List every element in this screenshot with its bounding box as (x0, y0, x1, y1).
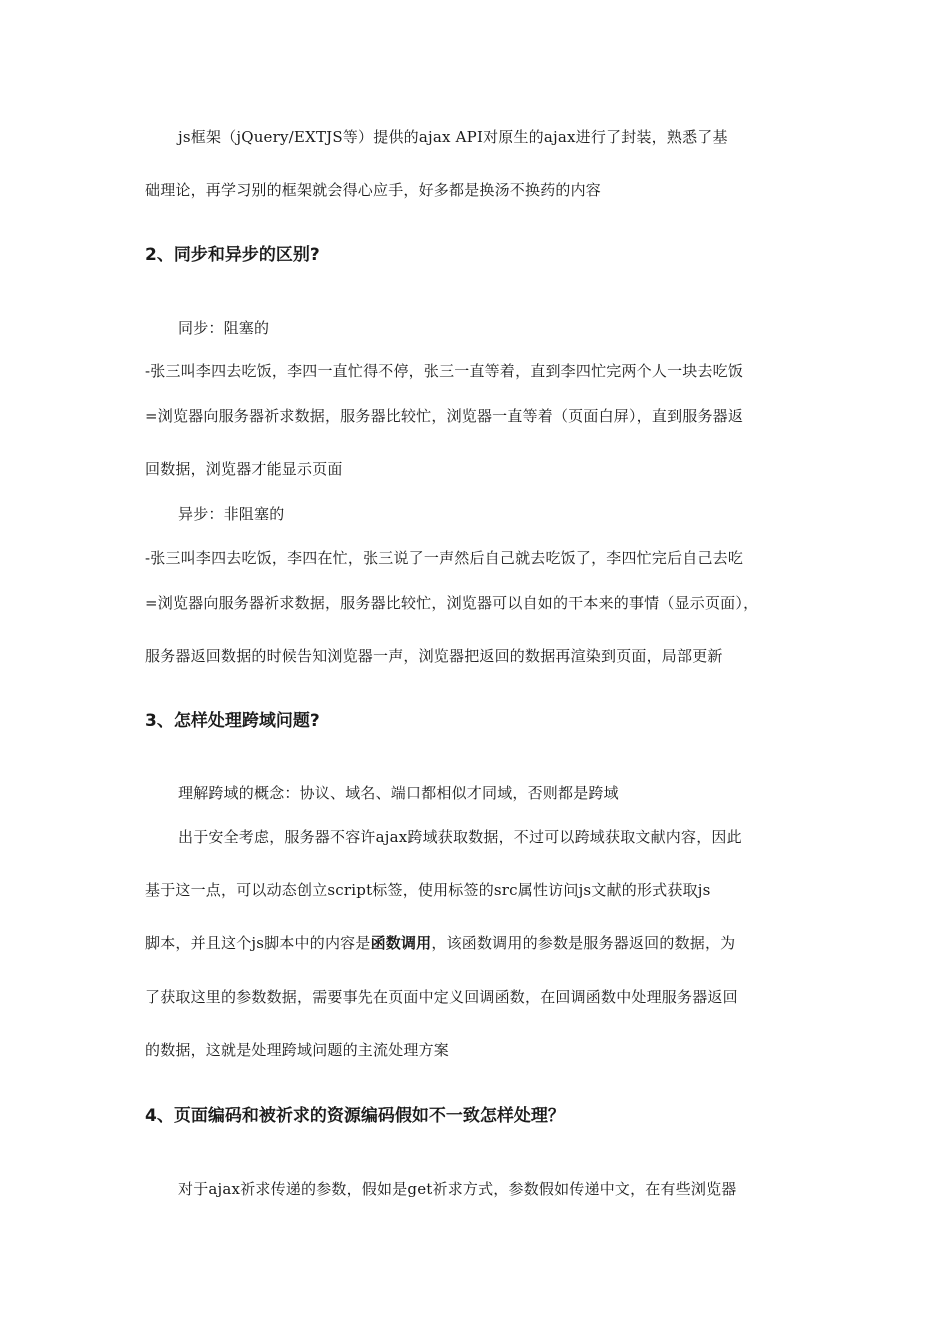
cors-line-4: 了获取这里的参数数据，需要事先在页面中定义回调函数，在回调函数中处理服务器返回 (145, 988, 738, 1006)
function-call-emphasis: 函数调用 (370, 934, 432, 952)
async-line-3: 服务器返回数据的时候告知浏览器一声，浏览器把返回的数据再渲染到页面，局部更新 (145, 647, 723, 665)
cors-line-3-start: 脚本，并且这个js脚本中的内容是 (145, 934, 371, 952)
cors-concept: 理解跨域的概念：协议、域名、端口都相似才同域，否则都是跨域 (178, 784, 619, 802)
section-4-heading: 4、页面编码和被祈求的资源编码假如不一致怎样处理？ (145, 1106, 565, 1126)
async-line-1: -张三叫李四去吃饭，李四在忙，张三说了一声然后自己就去吃饭了，李四忙完后自己去吃 (145, 549, 744, 567)
cors-line-3 (145, 933, 735, 953)
cors-line-1: 出于安全考虑，服务器不容许ajax跨域获取数据，不过可以跨域获取文献内容，因此 (178, 828, 742, 846)
sync-line-2: =浏览器向服务器祈求数据，服务器比较忙，浏览器一直等着（页面白屏），直到服务器返 (145, 407, 744, 425)
section-3-heading: 3、怎样处理跨域问题? (145, 711, 320, 731)
async-label: 异步：非阻塞的 (178, 505, 285, 523)
sync-line-1: -张三叫李四去吃饭，李四一直忙得不停，张三一直等着，直到李四忙完两个人一块去吃饭 (145, 362, 744, 380)
intro-line-2: 础理论，再学习别的框架就会得心应手，好多都是换汤不换药的内容 (145, 181, 602, 199)
cors-line-3-end: ，该函数调用的参数是服务器返回的数据，为 (431, 934, 736, 952)
sync-label: 同步：阻塞的 (178, 319, 270, 337)
encoding-line-1: 对于ajax祈求传递的参数，假如是get祈求方式，参数假如传递中文，在有些浏览器 (178, 1180, 737, 1198)
cors-line-2: 基于这一点，可以动态创立script标签，使用标签的src属性访问js文献的形式获取js (145, 881, 711, 899)
sync-line-3: 回数据，浏览器才能显示页面 (145, 460, 343, 478)
intro-line-1: js框架（jQuery/EXTJS等）提供的ajax API对原生的ajax进行了封装，熟悉了基 (178, 128, 728, 146)
cors-line-5: 的数据，这就是处理跨域问题的主流处理方案 (145, 1041, 450, 1059)
section-2-heading: 2、同步和异步的区别? (145, 245, 320, 265)
async-line-2: =浏览器向服务器祈求数据，服务器比较忙，浏览器可以自如的干本来的事情（显示页面）， (145, 594, 759, 612)
